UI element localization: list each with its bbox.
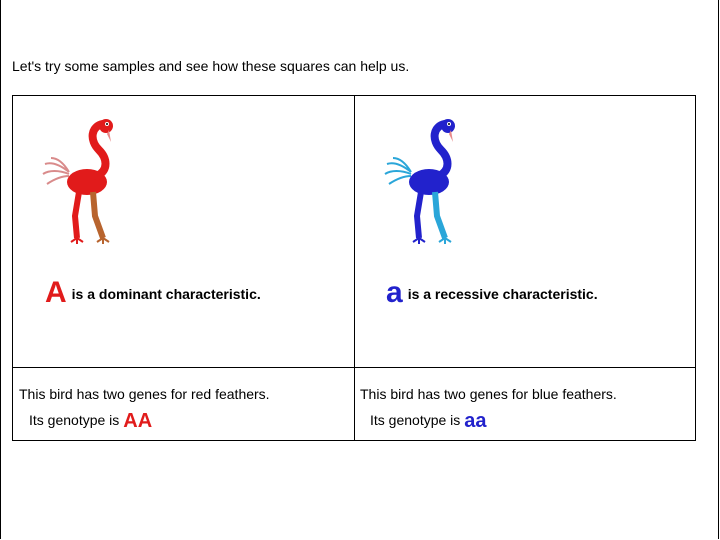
dominant-trait-text: is a dominant characteristic.: [71, 286, 261, 302]
dominant-trait: [45, 276, 261, 310]
blue-genotype-label: Its genotype is: [370, 412, 461, 428]
blue-flamingo-icon: [381, 112, 481, 252]
recessive-allele: a: [386, 276, 403, 309]
grid-divider-horizontal: [13, 367, 695, 368]
grid-divider-vertical: [354, 96, 355, 440]
red-genotype-label: Its genotype is: [29, 412, 120, 428]
recessive-trait: [386, 276, 598, 310]
red-genotype: [29, 410, 152, 433]
blue-genotype: [370, 410, 487, 433]
intro-text: Let's try some samples and see how these squares can help us.: [12, 58, 410, 74]
blue-bird-description: This bird has two genes for blue feathers.: [360, 386, 617, 402]
recessive-trait-text: is a recessive characteristic.: [407, 286, 598, 302]
red-bird-description: This bird has two genes for red feathers.: [19, 386, 270, 402]
red-flamingo-icon: [39, 112, 139, 252]
blue-genotype-value: aa: [464, 410, 487, 432]
dominant-allele: A: [45, 276, 67, 309]
punnett-grid: [12, 95, 696, 441]
red-genotype-value: AA: [123, 410, 153, 432]
